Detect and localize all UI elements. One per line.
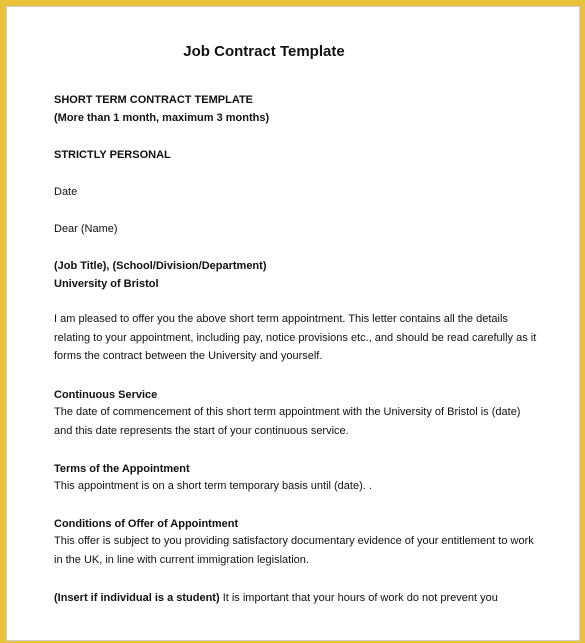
section-line: The date of commencement of this short term appointment with the University of Bristol is (date)	[54, 406, 521, 418]
student-clause-label: (Insert if individual is a student)	[54, 592, 220, 604]
section-line: in the UK, in line with current immigration legislation.	[54, 553, 309, 566]
contract-type-heading: SHORT TERM CONTRACT TEMPLATE	[54, 94, 254, 106]
section-line: This appointment is on a short term temporary basis until (date). .	[54, 480, 372, 492]
intro-line: I am pleased to offer you the above short term appointment. This letter contains all the details	[54, 313, 508, 325]
student-clause-text: It is important that your hours of work do not prevent you	[219, 592, 498, 604]
contract-duration-note: (More than 1 month, maximum 3 months)	[54, 112, 270, 124]
section-heading-continuous-service: Continuous Service	[54, 389, 158, 401]
document-page	[6, 6, 580, 641]
salutation: Dear (Name)	[54, 223, 118, 235]
conditions-paragraph	[54, 532, 534, 569]
section-line: This offer is subject to you providing satisfactory documentary evidence of your entitlement to work	[54, 535, 534, 547]
continuous-service-paragraph	[54, 403, 530, 440]
section-heading-conditions: Conditions of Offer of Appointment	[54, 518, 239, 530]
job-title-line: (Job Title), (School/Division/Department)	[54, 260, 267, 272]
student-clause	[54, 591, 498, 605]
section-line: and this date represents the start of your continuous service.	[54, 424, 349, 437]
intro-line: relating to your appointment, including pay, notice provisions etc., and should be read carefully as it	[54, 331, 537, 344]
intro-line: forms the contract between the University and yourself.	[54, 350, 323, 362]
intro-paragraph	[54, 310, 537, 366]
strictly-personal-label: STRICTLY PERSONAL	[54, 149, 171, 161]
university-name: University of Bristol	[54, 278, 159, 290]
terms-paragraph	[54, 477, 530, 496]
document-title: Job Contract Template	[183, 43, 345, 60]
section-heading-terms: Terms of the Appointment	[54, 463, 190, 475]
date-label: Date	[54, 186, 78, 198]
